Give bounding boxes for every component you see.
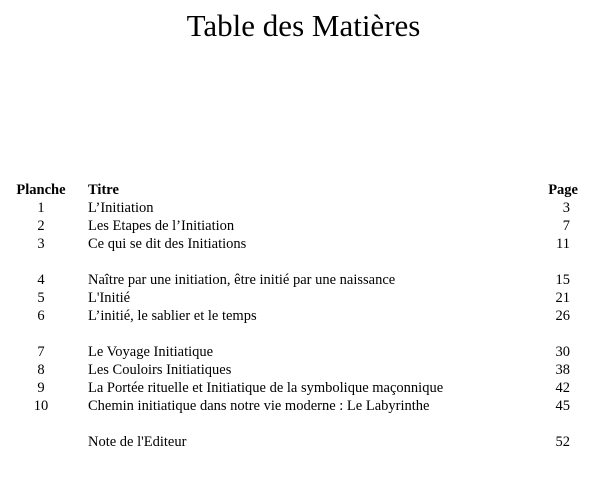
entry-number: 2 bbox=[37, 218, 45, 234]
entry-page: 15 bbox=[555, 272, 570, 288]
toc-entry[interactable] bbox=[0, 307, 607, 325]
toc-entry[interactable] bbox=[0, 289, 607, 307]
entry-title: Chemin initiatique dans notre vie moderne : Le Labyrinthe bbox=[88, 398, 430, 414]
entry-page: 38 bbox=[555, 362, 570, 378]
toc-entry[interactable] bbox=[0, 343, 607, 361]
entry-number: 3 bbox=[37, 236, 45, 252]
toc-entry[interactable] bbox=[0, 235, 607, 253]
section-spacer bbox=[0, 415, 607, 433]
page-title: Table des Matières bbox=[186, 8, 421, 43]
entry-number: 6 bbox=[37, 308, 45, 324]
entry-title: Le Voyage Initiatique bbox=[88, 344, 214, 360]
entry-number: 10 bbox=[33, 398, 49, 414]
entry-number: 7 bbox=[37, 344, 45, 360]
entry-title: Les Etapes de l’Initiation bbox=[88, 218, 235, 234]
toc-entry[interactable] bbox=[0, 271, 607, 289]
entry-title: L’Initiation bbox=[88, 200, 154, 216]
entry-page: 7 bbox=[562, 218, 570, 234]
section-spacer bbox=[0, 325, 607, 343]
entry-page: 26 bbox=[555, 308, 570, 324]
entry-title: La Portée rituelle et Initiatique de la symbolique maçonnique bbox=[88, 380, 444, 396]
entry-number: 9 bbox=[37, 380, 45, 396]
toc-entry[interactable] bbox=[0, 199, 607, 217]
header-page: Page bbox=[548, 182, 578, 198]
entry-title: Naître par une initiation, être initié par une naissance bbox=[88, 272, 396, 288]
entry-title: L’initié, le sablier et le temps bbox=[88, 308, 257, 324]
header-planche: Planche bbox=[16, 182, 66, 198]
toc-entry[interactable] bbox=[0, 379, 607, 397]
entry-number: 5 bbox=[37, 290, 45, 306]
entry-page: 42 bbox=[555, 380, 570, 396]
entry-title: Note de l'Editeur bbox=[88, 434, 187, 450]
entry-number: 8 bbox=[37, 362, 45, 378]
table-of-contents bbox=[0, 181, 607, 451]
entry-title: L'Initié bbox=[88, 290, 131, 306]
section-spacer bbox=[0, 253, 607, 271]
toc-entry[interactable] bbox=[0, 397, 607, 415]
entry-page: 52 bbox=[555, 434, 570, 450]
header-titre: Titre bbox=[88, 182, 119, 198]
entry-page: 3 bbox=[562, 200, 570, 216]
entry-page: 45 bbox=[555, 398, 570, 414]
entry-number: 4 bbox=[37, 272, 45, 288]
toc-header-row bbox=[0, 181, 607, 199]
entry-page: 11 bbox=[556, 236, 570, 252]
toc-entry[interactable] bbox=[0, 361, 607, 379]
toc-entry[interactable] bbox=[0, 217, 607, 235]
entry-title: Les Couloirs Initiatiques bbox=[88, 362, 232, 378]
toc-entry[interactable] bbox=[0, 433, 607, 451]
entry-number: 1 bbox=[37, 200, 45, 216]
entry-title: Ce qui se dit des Initiations bbox=[88, 236, 247, 252]
entry-page: 21 bbox=[555, 290, 570, 306]
entry-page: 30 bbox=[555, 344, 570, 360]
